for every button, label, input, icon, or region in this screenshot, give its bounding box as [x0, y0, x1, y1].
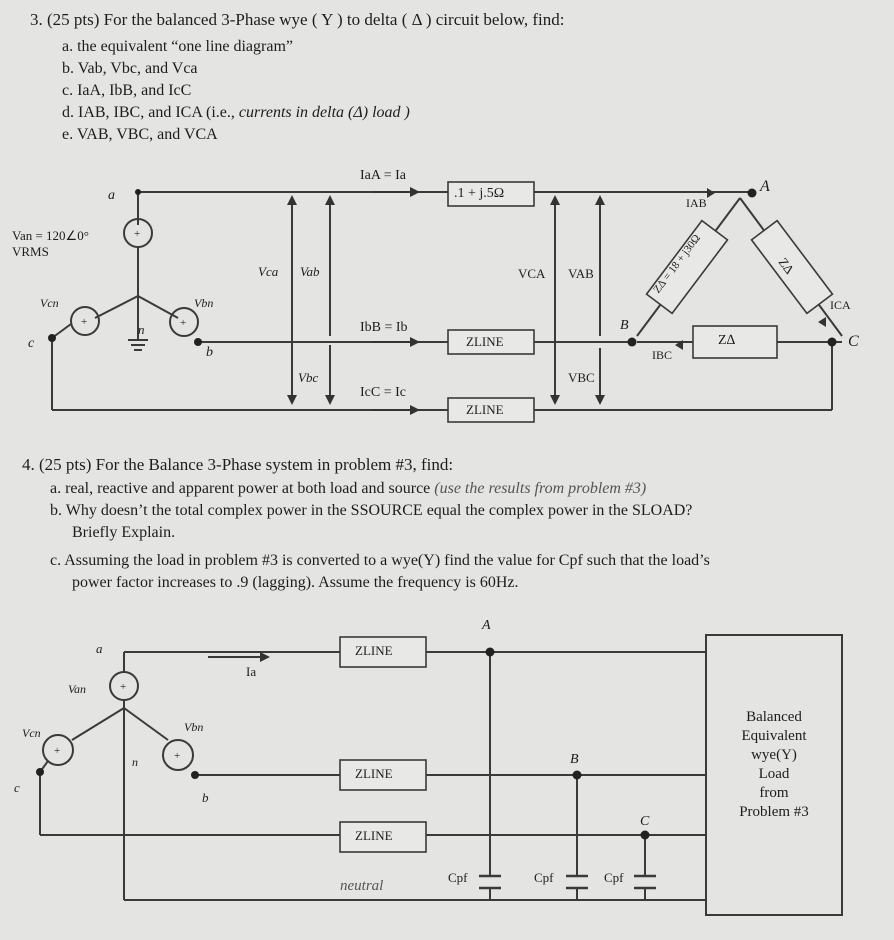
node-a-label: a	[108, 188, 115, 203]
c2-vcn-label: Vcn	[22, 726, 41, 740]
c2-node-c: c	[14, 780, 20, 795]
iAB-label: IAB	[686, 196, 707, 210]
c2-zline-2: ZLINE	[355, 766, 393, 781]
vca-source-label: Vca	[258, 264, 279, 279]
svg-text:+: +	[134, 228, 141, 240]
line-impedance-mid: ZLINE	[466, 334, 504, 349]
c2-ia-label: Ia	[246, 664, 257, 679]
load-box-text	[706, 708, 842, 822]
p4a-italic: (use the results from problem #3)	[434, 480, 647, 497]
c2-cpf-1: Cpf	[448, 870, 468, 885]
current-ia-label: IaA = Ia	[360, 168, 406, 183]
current-ib-label: IbB = Ib	[360, 320, 408, 335]
svg-text:+: +	[120, 681, 127, 693]
node-c-label: c	[28, 336, 35, 351]
problem4-header: 4. (25 pts) For the Balance 3-Phase system in problem #3, find:	[22, 455, 454, 474]
problem4-item-c-cont: power factor increases to .9 (lagging). Assume the frequency is 60Hz.	[72, 574, 519, 591]
load-line-3: wye(Y)	[751, 747, 797, 763]
c2-cpf-2: Cpf	[534, 870, 554, 885]
line-impedance-top: .1 + j.5Ω	[454, 186, 505, 201]
c2-node-b: b	[202, 790, 209, 805]
iBC-label: IBC	[652, 348, 673, 362]
vbn-label: Vbn	[194, 296, 214, 310]
load-line-4: Load	[758, 766, 790, 782]
c2-node-C: C	[640, 814, 650, 829]
c2-node-n: n	[132, 755, 138, 769]
load-line-2: Equivalent	[741, 728, 807, 744]
node-n-label: n	[138, 322, 145, 337]
problem4-item-c: c. Assuming the load in problem #3 is converted to a wye(Y) find the value for Cpf such that the load’s	[50, 552, 710, 569]
problem3-item-c: c. IaA, IbB, and IcC	[62, 82, 192, 99]
c2-zline-3: ZLINE	[355, 828, 393, 843]
problem3-header: 3. (25 pts) For the balanced 3-Phase wye ( Y ) to delta ( Δ ) circuit below, find:	[30, 10, 565, 29]
iCA-label: ICA	[830, 298, 851, 312]
node-C-label: C	[848, 333, 859, 350]
p4a-text: a. real, reactive and apparent power at both load and source	[50, 480, 435, 497]
vcn-label: Vcn	[40, 296, 59, 310]
c2-van-label: Van	[68, 682, 86, 696]
load-line-5: from	[759, 785, 789, 801]
c2-node-A: A	[482, 618, 491, 633]
load-line-1: Balanced	[746, 709, 802, 725]
c2-vbn-label: Vbn	[184, 720, 204, 734]
c2-neutral-label: neutral	[340, 878, 384, 894]
vCA-load-label: VCA	[518, 266, 546, 281]
node-b-label: b	[206, 345, 213, 360]
problem4-item-b: b. Why doesn’t the total complex power in the SSOURCE equal the complex power in the SLOAD?	[50, 502, 693, 519]
problem3-item-b: b. Vab, Vbc, and Vca	[62, 60, 198, 77]
svg-text:+: +	[174, 750, 181, 762]
problem3-item-a: a. the equivalent “one line diagram”	[62, 38, 294, 55]
svg-text:+: +	[54, 745, 61, 757]
vab-source-label: Vab	[300, 264, 320, 279]
vbc-source-label: Vbc	[298, 370, 319, 385]
source-voltage-label: Van = 120∠0° VRMS	[12, 228, 89, 259]
svg-text:+: +	[180, 317, 187, 329]
c2-zline-1: ZLINE	[355, 643, 393, 658]
item-d-text: d. IAB, IBC, and ICA (i.e.,	[62, 104, 239, 121]
delta-impedance-left: Z∆ = 18 + j30Ω	[651, 232, 703, 296]
delta-impedance-bottom: Z∆	[718, 333, 736, 348]
c2-cpf-3: Cpf	[604, 870, 624, 885]
problem3-item-e: e. VAB, VBC, and VCA	[62, 126, 218, 143]
problem4-item-b-cont: Briefly Explain.	[72, 524, 176, 541]
node-B-label: B	[620, 318, 629, 333]
c2-node-a: a	[96, 641, 103, 656]
vBC-load-label: VBC	[568, 370, 595, 385]
load-line-6: Problem #3	[739, 804, 809, 820]
item-d-italic: currents in delta (Δ) load )	[238, 104, 410, 121]
node-A-label: A	[760, 178, 770, 195]
vAB-load-label: VAB	[568, 266, 594, 281]
c2-node-B: B	[570, 752, 579, 767]
current-ic-label: IcC = Ic	[360, 385, 406, 400]
delta-impedance-right: Z∆	[775, 254, 798, 277]
line-impedance-bot: ZLINE	[466, 402, 504, 417]
svg-text:+: +	[81, 316, 88, 328]
